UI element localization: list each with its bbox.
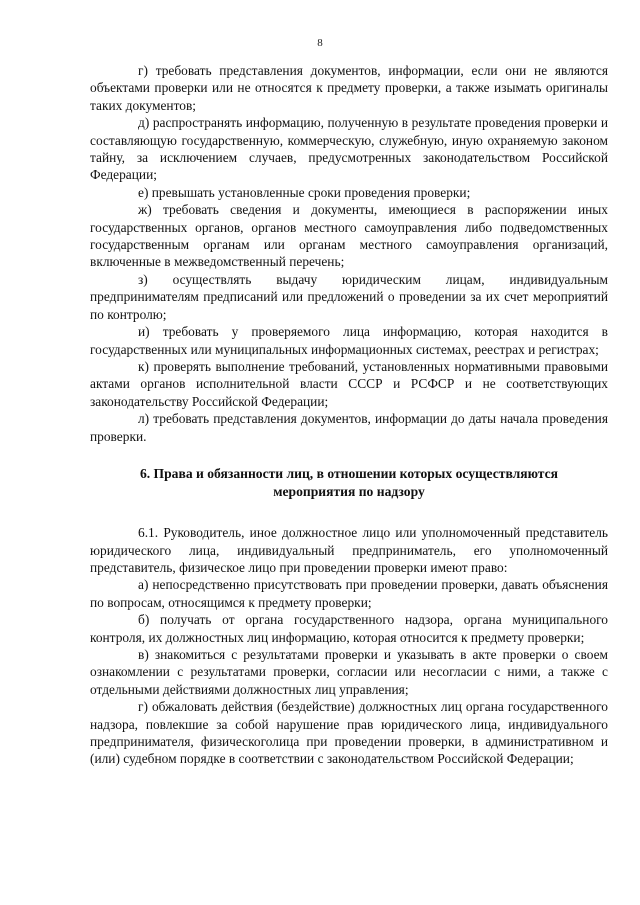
list-item-zh: ж) требовать сведения и документы, имеющиеся в распоряжении иных государственных органов, органов местного самоуправления либо подведомственных государственным органам или органам местного самоуправления организаций, включенные в межведомственный перечень; [90, 202, 608, 270]
list-item-e: е) превышать установленные сроки проведения проверки; [138, 184, 471, 200]
list-item-i: и) требовать у проверяемого лица информацию, которая находится в государственных или муниципальных информационных системах, реестрах и регистрах; [90, 324, 608, 357]
section-heading: 6. Права и обязанности лиц, в отношении которых осуществляются мероприятия по надзору [139, 465, 559, 499]
section-paragraph-6-1: 6.1. Руководитель, иное должностное лицо или уполномоченный представитель юридического лица, индивидуальный предприниматель, его уполномоченный представитель, физическое лицо при проведении проверки имеют право: [90, 525, 608, 575]
list-item-g: г) требовать представления документов, информации, если они не являются объектами проверки или не относятся к предмету проверки, а также изымать оригиналы таких документов; [90, 63, 608, 113]
list-item-d: д) распространять информацию, полученную в результате проведения проверки и составляющую государственную, коммерческую, служебную, иную охраняемую законом тайну, за исключением случаев, предусмотренных законодательством Российской Федерации; [90, 115, 608, 183]
page-content [90, 62, 608, 768]
list-item-z: з) осуществлять выдачу юридическим лицам, индивидуальным предпринимателям предписаний или предложений о проведении за их счет мероприятий по контролю; [90, 271, 608, 322]
page-number: 8 [317, 37, 323, 49]
rights-item-v: в) знакомиться с результатами проверки и указывать в акте проверки о своем ознакомлении с результатами проверки, согласии или несогласии с ними, а также с отдельными действиями должностных лиц управления; [90, 646, 608, 697]
rights-item-a: а) непосредственно присутствовать при проведении проверки, давать объяснения по вопросам, относящимся к предмету проверки; [90, 577, 608, 610]
rights-item-b: б) получать от органа государственного надзора, органа муниципального контроля, их должностных лиц информацию, которая относится к предмету проверки; [90, 612, 608, 645]
list-item-k: к) проверять выполнение требований, установленных нормативными правовыми актами органов исполнительной власти СССР и РСФСР и не соответствующих законодательству Российской Федерации; [90, 358, 608, 409]
rights-item-g: г) обжаловать действия (бездействие) должностных лиц органа государственного надзора, повлекшие за собой нарушение прав юридического лица, индивидуального предпринимателя, физическоголица при проведении проверки, в административном и (или) судебном порядке в соответствии с законодательством Российской Федерации; [90, 699, 608, 767]
list-item-l: л) требовать представления документов, информации до даты начала проведения проверки. [90, 411, 608, 444]
